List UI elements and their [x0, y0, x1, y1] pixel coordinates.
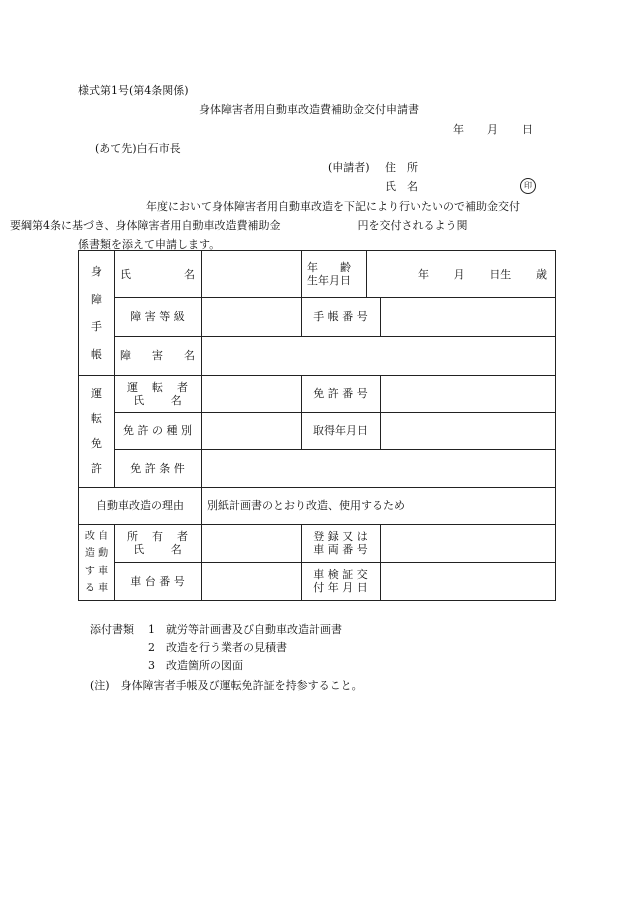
license-type-label: 免 許 の 種 別: [123, 424, 192, 437]
age-dob-label: 年 齢 生年月日: [307, 261, 351, 287]
body-line-2: 要綱第4条に基づき、身体障害者用自動車改造費補助金 円を交付されるよう関: [10, 219, 468, 232]
attachment-num-3: 3: [148, 659, 155, 672]
attachment-num-1: 1: [148, 623, 155, 636]
license-number-label: 免 許 番 号: [313, 387, 368, 400]
registration-number-label: 登 録 又 は 車 両 番 号: [313, 530, 368, 556]
registration-number-field[interactable]: [380, 524, 555, 562]
addressee: (あて先)白石市長: [95, 142, 181, 155]
disability-name-field[interactable]: [201, 336, 555, 375]
seal-mark: 印: [520, 178, 536, 194]
body-paragraph: [10, 197, 556, 254]
name-field[interactable]: [201, 251, 301, 297]
name-label: 氏 名: [120, 267, 195, 281]
acquired-date-label: 取得年月日: [313, 424, 368, 437]
form-number: 様式第1号(第4条関係): [78, 84, 189, 97]
reason-label: 自動車改造の理由: [96, 499, 184, 512]
driver-name-label: 運 転 者 氏 名: [127, 380, 188, 407]
notebook-number-label: 手 帳 番 号: [313, 310, 368, 323]
owner-name-label: 所 有 者 氏 名: [127, 530, 188, 556]
attachment-text-3: 改造箇所の図面: [166, 659, 243, 672]
date-day: 日: [522, 123, 533, 136]
body-line-1: 年度において身体障害者用自動車改造を下記により行いたいので補助金交付: [146, 200, 520, 213]
applicant-address-label: 住 所: [385, 161, 418, 174]
section-driver-license: 運 転 免 許: [91, 387, 102, 475]
attachment-text-2: 改造を行う業者の見積書: [166, 641, 287, 654]
section-modified-car: 改 自 造 動 す 車 る 車: [84, 530, 109, 595]
disability-name-label: 障 害 名: [120, 349, 195, 362]
license-condition-label: 免 許 条 件: [130, 461, 185, 475]
chassis-number-label: 車 台 番 号: [130, 574, 185, 588]
license-type-field[interactable]: [201, 412, 301, 449]
attachments-label: 添付書類: [90, 623, 134, 636]
applicant-label: (申請者): [328, 161, 370, 174]
license-number-field[interactable]: [380, 375, 555, 412]
driver-name-field[interactable]: [201, 375, 301, 412]
document-title: 身体障害者用自動車改造費補助金交付申請書: [199, 103, 419, 116]
inspection-date-label: 車 検 証 交 付 年 月 日: [313, 568, 368, 594]
owner-name-field[interactable]: [201, 524, 301, 562]
inspection-date-field[interactable]: [380, 562, 555, 600]
attachment-text-1: 就労等計画書及び自動車改造計画書: [166, 623, 342, 636]
date-month: 月: [487, 123, 498, 136]
reason-value: 別紙計画書のとおり改造、使用するため: [207, 499, 405, 512]
note: (注) 身体障害者手帳及び運転免許証を持参すること。: [90, 679, 363, 692]
license-condition-field[interactable]: [201, 449, 555, 487]
attachment-num-2: 2: [148, 641, 155, 654]
application-table: [78, 250, 556, 601]
body-line-3: 係書類を添えて申請します。: [78, 238, 221, 251]
disability-grade-label: 障 害 等 級: [130, 310, 185, 323]
section-disability-notebook: 身 障 手 帳: [91, 265, 102, 361]
dob-field[interactable]: 年 月 日生 歳: [418, 267, 547, 281]
applicant-name-label: 氏 名: [385, 180, 418, 193]
acquired-date-field[interactable]: [380, 412, 555, 449]
disability-grade-field[interactable]: [201, 297, 301, 336]
date-year: 年: [453, 123, 464, 136]
notebook-number-field[interactable]: [380, 297, 555, 336]
chassis-number-field[interactable]: [201, 562, 301, 600]
